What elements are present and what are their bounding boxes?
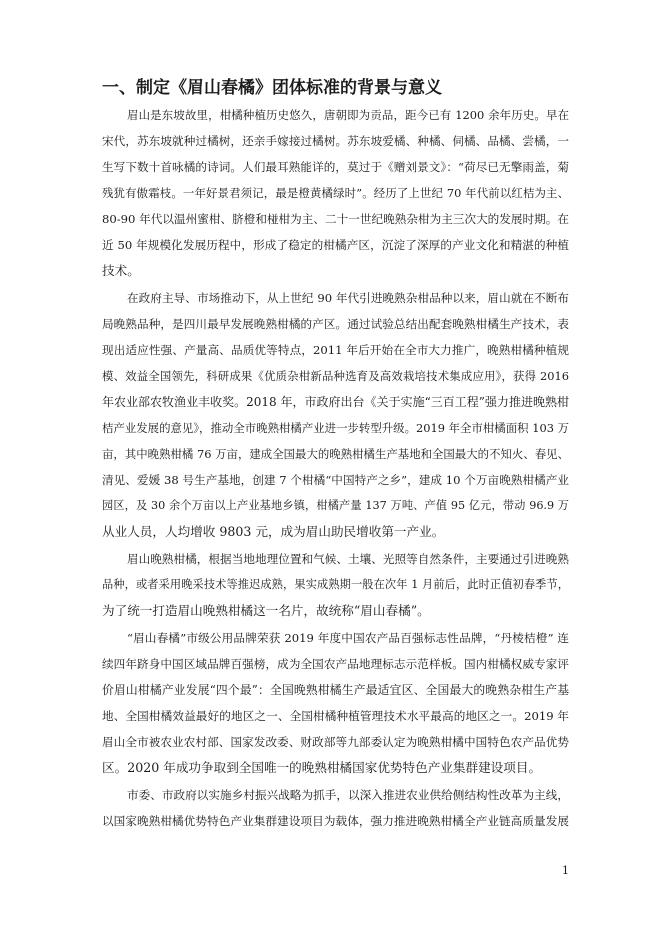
paragraph-3-line-3: 为了统一打造眉山晚熟柑橘这一名片，故统称“眉山春橘”。 <box>102 603 430 618</box>
paragraph-1-line-5: 80-90 年代以温州蜜柑、脐橙和椪柑为主、二十一世纪晚熟杂柑为主三次大的发展时期。在 <box>102 212 569 226</box>
paragraph-1-line-7: 技术。 <box>102 263 140 278</box>
paragraph-5-line-2: 以国家晚熟柑橘优势特色产业集群建设项目为载体，强力推进晚熟柑橘全产业链高质量发展 <box>102 814 569 828</box>
paragraph-4-line-2: 续四年跻身中国区域品牌百强榜，成为全国农产品地理标志示范样板。国内柑橘权威专家评 <box>102 657 569 671</box>
paragraph-4-line-6: 区。2020 年成功争取到全国唯一的晚熟柑橘国家优势特色产业集群建设项目。 <box>102 760 542 775</box>
paragraph-1-line-6: 近 50 年规模化发展历程中，形成了稳定的柑橘产区，沉淀了深厚的产业文化和精湛的种植 <box>102 238 569 252</box>
paragraph-3-line-2: 品种，或者采用晚采技术等推迟成熟，果实成熟期一般在次年 1 月前后，此时正值初春季节， <box>102 578 569 591</box>
paragraph-4-line-1: “眉山春橘”市级公用品牌荣获 2019 年度中国农产品百强标志性品牌，“丹棱桔橙” 连 <box>127 631 569 645</box>
paragraph-2-line-6: 桔产业发展的意见》，推动全市晚熟柑橘产业进一步转型升级。2019 年全市柑橘面积 103 万 <box>102 421 569 435</box>
paragraph-1-line-1: 眉山是东坡故里，柑橘种植历史悠久，唐朝即为贡品，距今已有 1200 余年历史。早在 <box>127 108 569 122</box>
paragraph-2-line-1: 在政府主导、市场推动下，从上世纪 90 年代引进晚熟杂柑品种以来，眉山就在不断布 <box>127 291 569 305</box>
paragraph-2-line-8: 清见、爱媛 38 号生产基地，创建 7 个柑橘“中国特产之乡”，建成 10 个万亩晚熟柑橘产业 <box>102 473 569 487</box>
paragraph-4-line-3: 价眉山柑橘产业发展“四个最”：全国晚熟柑橘生产最适宜区、全国最大的晚熟杂柑生产基 <box>102 683 569 697</box>
page-number: 1 <box>562 864 569 877</box>
paragraph-2-line-4: 模、效益全国领先，科研成果《优质杂柑新品种选育及高效栽培技术集成应用》，获得 2016 <box>102 369 569 383</box>
paragraph-1-line-2: 宋代，苏东坡就种过橘树，还亲手嫁接过橘树。苏东坡爱橘、种橘、伺橘、品橘、尝橘，一 <box>102 134 569 148</box>
paragraph-2-line-5: 年农业部农牧渔业丰收奖。2018 年，市政府出台《关于实施“三百工程”强力推进晚熟柑 <box>102 395 569 409</box>
section-heading: 一、制定《眉山春橘》团体标准的背景与意义 <box>102 78 442 98</box>
paragraph-2-line-7: 亩，其中晚熟柑橘 76 万亩，建成全国最大的晚熟柑橘生产基地和全国最大的不知火、春见、 <box>102 447 569 461</box>
paragraph-4-line-5: 眉山全市被农业农村部、国家发改委、财政部等九部委认定为晚熟柑橘中国特色农产品优势 <box>102 735 569 749</box>
paragraph-4-line-4: 地、全国柑橘效益最好的地区之一、全国柑橘种植管理技术水平最高的地区之一。2019 年 <box>102 709 569 723</box>
paragraph-1-line-4: 残犹有傲霜枝。一年好景君须记，最是橙黄橘绿时”。经历了上世纪 70 年代前以红桔为主、 <box>102 186 569 200</box>
paragraph-2-line-2: 局晚熟品种，是四川最早发展晚熟柑橘的产区。通过试验总结出配套晚熟柑橘生产技术，表 <box>102 317 569 331</box>
paragraph-3-line-1: 眉山晚熟柑橘，根据当地地理位置和气候、土壤、光照等自然条件，主要通过引进晚熟 <box>127 552 569 566</box>
paragraph-2-line-9: 园区，及 30 余个万亩以上产业基地乡镇，柑橘产量 137 万吨、产值 95 亿元，带动 96.9 万 <box>102 499 569 512</box>
paragraph-1-line-3: 生写下数十首咏橘的诗词。人们最耳熟能详的，莫过于《赠刘景文》：“荷尽已无擎雨盖，菊 <box>102 160 569 174</box>
paragraph-5-line-1: 市委、市政府以实施乡村振兴战略为抓手，以深入推进农业供给侧结构性改革为主线， <box>127 788 569 802</box>
paragraph-2-line-10: 从业人员，人均增收 9803 元，成为眉山助民增收第一产业。 <box>102 524 445 539</box>
paragraph-2-line-3: 现出适应性强、产量高、品质优等特点，2011 年后开始在全市大力推广，晚熟柑橘种植规 <box>102 343 569 357</box>
